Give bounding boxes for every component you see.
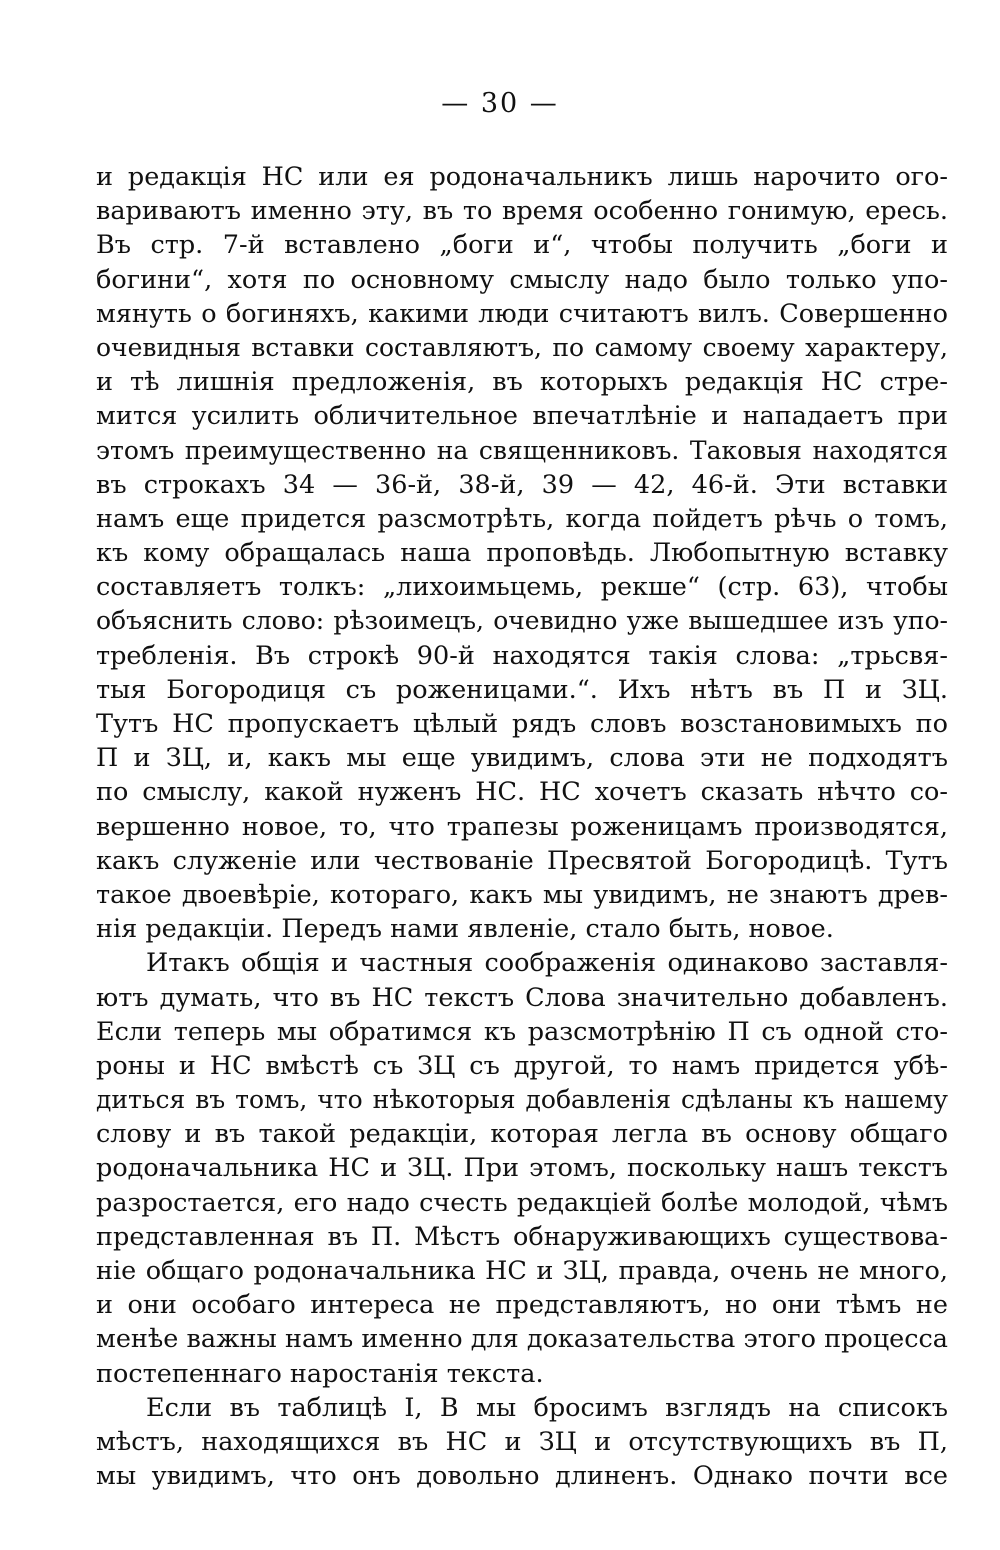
text-line: намъ еще придется разсмотрѣть, когда пойдетъ рѣчь о томъ,	[96, 503, 948, 534]
body-text	[96, 160, 948, 1493]
paragraph-2	[96, 946, 948, 1390]
text-line: очевидныя вставки составляютъ, по самому своему характеру,	[96, 332, 948, 362]
text-line: составляетъ толкъ: „лихоимьцемь, рекше“ (стр. 63), чтобы	[96, 572, 948, 603]
text-line: родоначальника НС и ЗЦ. При этомъ, поскольку нашъ текстъ	[96, 1153, 948, 1184]
text-line: диться въ томъ, что нѣкоторыя добавленія сдѣланы къ нашему	[96, 1085, 948, 1115]
text-line: объяснить слово: рѣзоимецъ, очевидно уже вышедшее изъ упо-	[96, 606, 948, 636]
text-line: мится усилить обличительное впечатлѣніе и нападаетъ при	[96, 401, 948, 432]
text-line: мянуть о богиняхъ, какими люди считаютъ вилъ. Совершенно	[96, 298, 948, 329]
text-line: разростается, его надо счесть редакціей болѣе молодой, чѣмъ	[96, 1187, 948, 1218]
text-line: тыя Богородиця съ роженицами.“. Ихъ нѣтъ въ П и ЗЦ.	[96, 674, 948, 705]
text-line: мѣстъ, находящихся въ НС и ЗЦ и отсутствующихъ въ П,	[96, 1426, 948, 1457]
text-line: слову и въ такой редакціи, которая легла въ основу общаго	[96, 1119, 948, 1150]
text-line: такое двоевѣріе, котораго, какъ мы увидимъ, не знаютъ древ-	[96, 879, 948, 910]
text-line: ніе общаго родоначальника НС и ЗЦ, правда, очень не много,	[96, 1256, 948, 1286]
text-line: нія редакціи. Передъ нами явленіе, стало быть, новое.	[96, 914, 834, 945]
paragraph-3	[96, 1391, 948, 1494]
paragraph-1	[96, 160, 948, 946]
text-line: менѣе важны намъ именно для доказательства этого процесса	[96, 1324, 948, 1355]
text-line: Въ стр. 7-й вставлено „боги и“, чтобы получить „боги и	[96, 230, 948, 261]
text-line: въ строкахъ 34 — 36-й, 38-й, 39 — 42, 46-й. Эти вставки	[96, 469, 948, 500]
text-line: мы увидимъ, что онъ довольно длиненъ. Однако почти все	[96, 1461, 948, 1492]
text-line: вариваютъ именно эту, въ то время особенно гонимую, ересь.	[96, 196, 948, 227]
text-line: и редакція НС или ея родоначальникъ лишь нарочито ого-	[96, 162, 948, 192]
text-line: Тутъ НС пропускаетъ цѣлый рядъ словъ возстановимыхъ по	[96, 709, 948, 739]
text-line: постепеннаго наростанія текста.	[96, 1358, 544, 1389]
text-line: къ кому обращалась наша проповѣдь. Любопытную вставку	[96, 538, 948, 569]
page-number: — 30 —	[441, 88, 559, 119]
text-line: роны и НС вмѣстѣ съ ЗЦ съ другой, то намъ придется убѣ-	[96, 1050, 948, 1081]
text-line: вершенно новое, то, что трапезы роженицамъ производятся,	[96, 811, 948, 842]
text-line: ютъ думать, что въ НС текстъ Слова значительно добавленъ.	[96, 982, 948, 1013]
text-line: по смыслу, какой нуженъ НС. НС хочетъ сказать нѣчто со-	[96, 777, 948, 808]
text-line: богини“, хотя по основному смыслу надо было только упо-	[96, 264, 948, 295]
text-line: П и ЗЦ, и, какъ мы еще увидимъ, слова эти не подходятъ	[96, 743, 948, 774]
text-line: и тѣ лишнія предложенія, въ которыхъ редакція НС стре-	[96, 367, 948, 398]
text-line: представленная въ П. Мѣстъ обнаруживающихъ существова-	[96, 1221, 948, 1252]
text-line: этомъ преимущественно на священниковъ. Таковыя находятся	[96, 435, 948, 465]
text-line: какъ служеніе или чествованіе Пресвятой Богородицѣ. Тутъ	[96, 845, 948, 876]
text-line: Если въ таблицѣ I, В мы бросимъ взглядъ на списокъ	[146, 1392, 948, 1423]
text-line: Если теперь мы обратимся къ разсмотрѣнію П съ одной сто-	[96, 1016, 948, 1047]
text-line: Итакъ общія и частныя соображенія одинаково заставля-	[146, 948, 948, 979]
text-line: требленія. Въ строкѣ 90-й находятся такія слова: „трьсвя-	[96, 640, 948, 671]
text-line: и они особаго интереса не представляютъ, но они тѣмъ не	[96, 1290, 948, 1321]
